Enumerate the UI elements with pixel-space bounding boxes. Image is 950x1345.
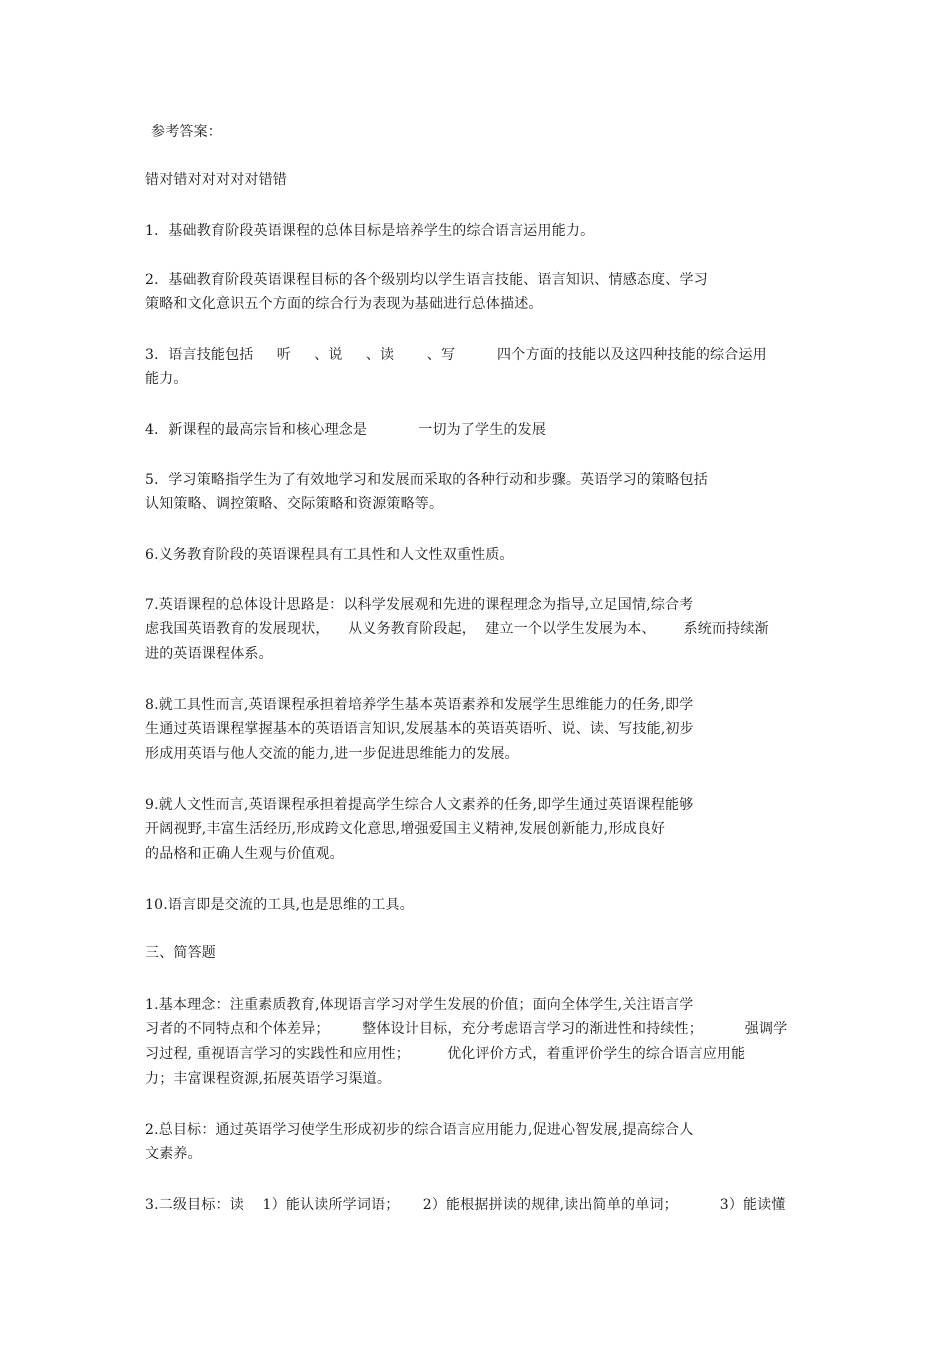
answer-9-line-1: 9.就人文性而言,英语课程承担着提高学生综合人文素养的任务,即学生通过英语课程能够 <box>145 797 694 813</box>
answer-2-line-1: 2．基础教育阶段英语课程目标的各个级别均以学生语言技能、语言知识、情感态度、学习 <box>145 272 708 288</box>
answer-7-line-2: 虑我国英语教育的发展现状， 从义务教育阶段起， 建立一个以学生发展为本、 系统而持续渐 <box>145 621 769 637</box>
answer-3-line-1: 3．语言技能包括 听 、说 、读 、写 四个方面的技能以及这四种技能的综合运用 <box>145 347 767 363</box>
answer-heading: 参考答案： <box>151 124 222 140</box>
answer-2-line-2: 策略和文化意识五个方面的综合行为表现为基础进行总体描述。 <box>145 296 543 312</box>
answer-5-line-2: 认知策略、调控策略、交际策略和资源策略等。 <box>145 496 444 512</box>
answer-9-line-3: 的品格和正确人生观与价值观。 <box>145 846 344 862</box>
true-false-answers: 错对错对对对对对错错 <box>145 172 287 188</box>
answer-1-line-1: 1．基础教育阶段英语课程的总体目标是培养学生的综合语言运用能力。 <box>145 223 595 239</box>
short-answer-1-line-3: 习过程, 重视语言学习的实践性和应用性； 优化评价方式，着重评价学生的综合语言应用能 <box>145 1046 746 1062</box>
answer-4-line-1: 4．新课程的最高宗旨和核心理念是 一切为了学生的发展 <box>145 422 547 438</box>
answer-8-line-1: 8.就工具性而言,英语课程承担着培养学生基本英语素养和发展学生思维能力的任务,即学 <box>145 697 694 713</box>
answer-5-line-1: 5．学习策略指学生为了有效地学习和发展而采取的各种行动和步骤。英语学习的策略包括 <box>145 472 708 488</box>
short-answer-1-line-4: 力；丰富课程资源,拓展英语学习渠道。 <box>145 1071 392 1087</box>
answer-9-line-2: 开阔视野,丰富生活经历,形成跨文化意思,增强爱国主义精神,发展创新能力,形成良好 <box>145 821 666 837</box>
answer-10-line-1: 10.语言即是交流的工具,也是思维的工具。 <box>145 897 414 913</box>
answer-7-line-1: 7.英语课程的总体设计思路是：以科学发展观和先进的课程理念为指导,立足国情,综合考 <box>145 597 694 613</box>
answer-3-line-2: 能力。 <box>145 371 188 387</box>
short-answer-1-line-2: 习者的不同特点和个体差异； 整体设计目标，充分考虑语言学习的渐进性和持续性； 强调学 <box>145 1021 788 1037</box>
answer-8-line-3: 形成用英语与他人交流的能力,进一步促进思维能力的发展。 <box>145 746 519 762</box>
short-answer-2-line-1: 2.总目标：通过英语学习使学生形成初步的综合语言应用能力,促进心智发展,提高综合人 <box>145 1122 694 1138</box>
section-3-title: 三、简答题 <box>145 945 216 961</box>
short-answer-1-line-1: 1.基本理念：注重素质教育,体现语言学习对学生发展的价值；面向全体学生,关注语言学 <box>145 997 694 1013</box>
answer-8-line-2: 生通过英语课程掌握基本的英语语言知识,发展基本的英语英语听、说、读、写技能,初步 <box>145 721 694 737</box>
answer-6-line-1: 6.义务教育阶段的英语课程具有工具性和人文性双重性质。 <box>145 547 514 563</box>
answer-7-line-3: 进的英语课程体系。 <box>145 646 273 662</box>
short-answer-2-line-2: 文素养。 <box>145 1146 202 1162</box>
short-answer-3-line-1: 3.二级目标：读 1）能认读所学词语； 2）能根据拼读的规律,读出简单的单词； 3）能读懂 <box>145 1197 786 1213</box>
